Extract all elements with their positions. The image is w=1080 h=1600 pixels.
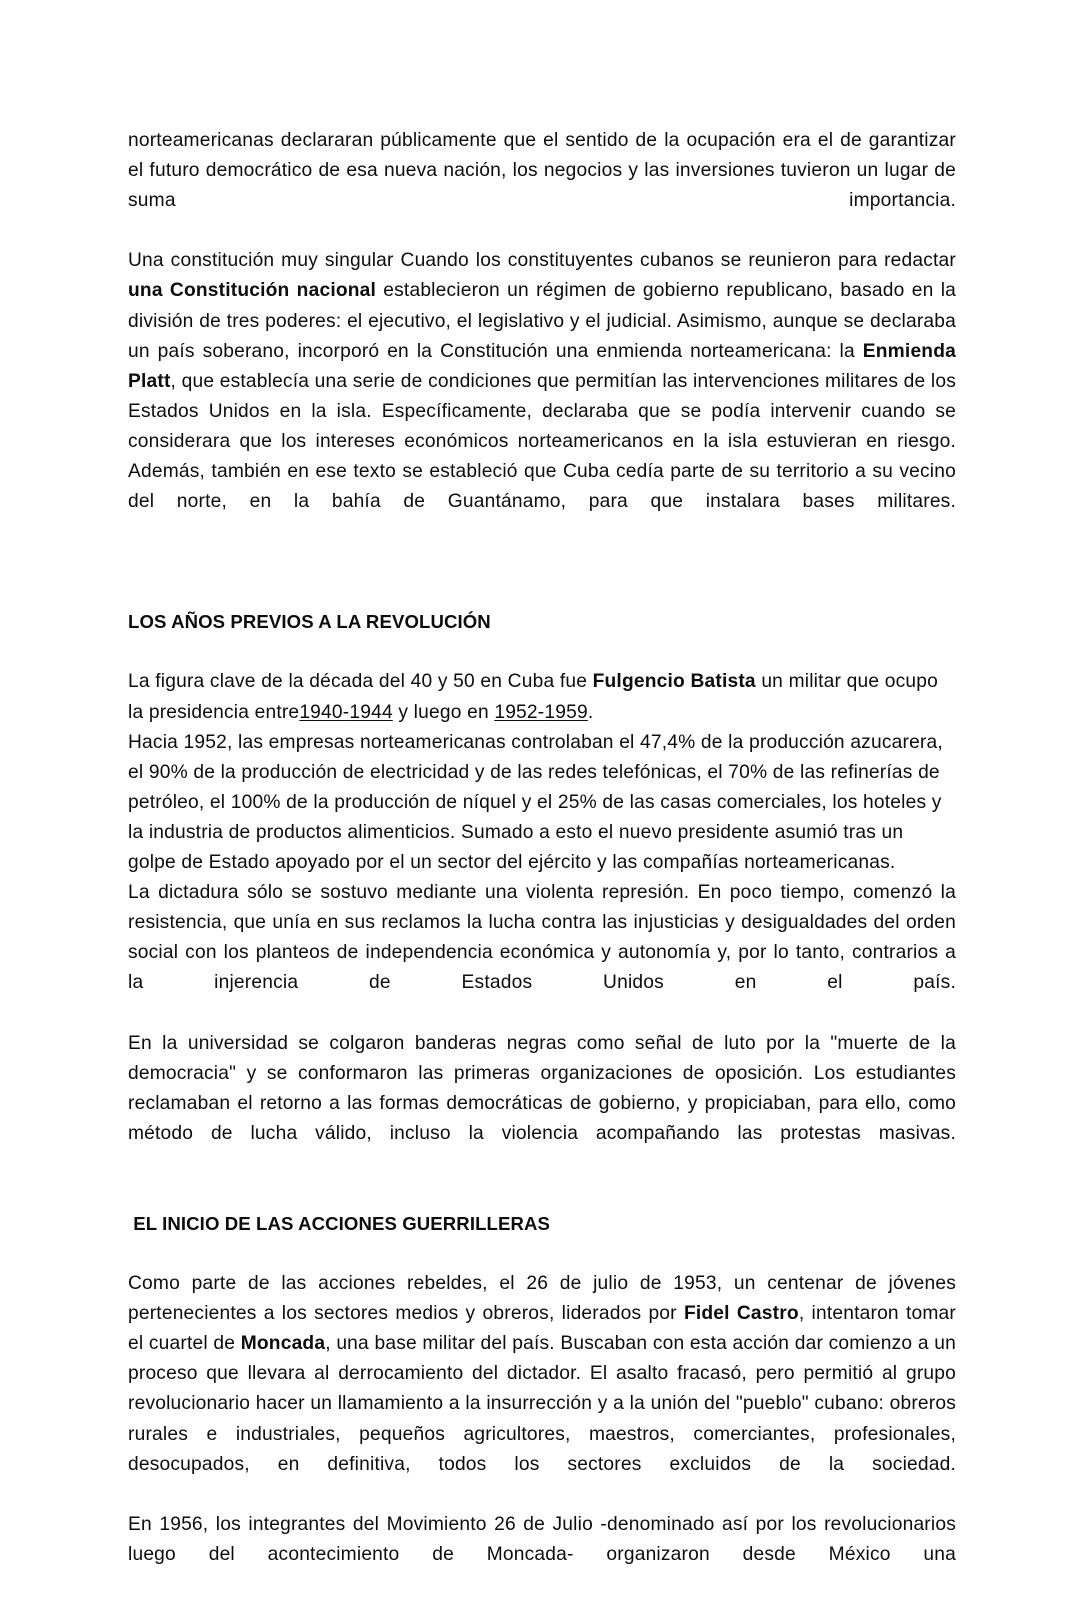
section-spacer-2 <box>128 1179 956 1209</box>
underlined-year-1940: 1940- <box>299 701 350 723</box>
document-text-column <box>128 126 956 1600</box>
section-spacer-1 <box>128 547 956 607</box>
bold-una-constitucion-nacional: una Constitución nacional <box>128 280 377 302</box>
paragraph-occupacion: norteamericanas declararan públicamente que el sentido de la ocupación era el de garantizar el futuro democrático de esa nueva nación, los negocios y las inversiones tuvieron un lugar de suma importancia. <box>128 130 956 212</box>
paragraph-movimiento-26-de-julio: En 1956, los integrantes del Movimiento 26 de Julio -denominado así por los revolucionarios luego del acontecimiento de Moncada- organizaron desde México una <box>128 1513 956 1565</box>
paragraph-dictadura: La dictadura sólo se sostuvo mediante una violenta represión. En poco tiempo, comenzó la resistencia, que unía en sus reclamos la lucha contra las injusticias y desigualdades del orden social con los planteos de independencia económica y autonomía y, por lo tanto, contrarios a la injerencia de Estados Unidos en el país. <box>128 882 956 994</box>
heading-spacer-2 <box>128 1239 956 1269</box>
paragraph-empresas-norteamericanas: Hacia 1952, las empresas norteamericanas controlaban el 47,4% de la producción azucarera, el 90% de la producción de electricidad y de las redes telefónicas, el 70% de las refinerías de petróleo, el 100% de la producción de níquel y el 25% de las casas comerciales, los hoteles y la industria de productos alimenticios. Sumado a esto el nuevo presidente asumió tras un golpe de Estado apoyado por el un sector del ejército y las compañías norteamericanas. <box>128 731 943 873</box>
paragraph-constitucion <box>128 246 956 547</box>
paragraph-moncada-mid: , intentaron tomar el cuartel de <box>128 1303 956 1355</box>
section-heading-los-anos-previos: LOS AÑOS PREVIOS A LA REVOLUCIÓN <box>128 611 491 633</box>
bold-moncada: Moncada <box>240 1333 326 1355</box>
paragraph-batista-between: y luego en <box>392 701 495 723</box>
paragraph-batista-mid: un militar que ocupo la presidencia entre <box>128 671 938 723</box>
paragraph-moncada <box>128 1269 956 1510</box>
paragraph-universidad: En la universidad se colgaron banderas negras como señal de luto por la "muerte de la democracia" y se conformaron las primeras organizaciones de oposición. Los estudiantes reclamaban el retorno a las formas democráticas de gobierno, y propiciaban, para ello, como método de lucha válido, incluso la violencia acompañando las protestas masivas. <box>128 1032 956 1144</box>
paragraph-constitucion-pre: Una constitución muy singular Cuando los constituyentes cubanos se reunieron para redactar <box>128 250 956 272</box>
underlined-year-1944: 1944 <box>349 701 393 723</box>
heading-spacer-1 <box>128 637 956 667</box>
paragraph-constitucion-mid: establecieron un régimen de gobierno republicano, basado en la división de tres poderes: el ejecutivo, el legislativo y el judicial. Asimismo, aunque se declaraba un país soberano, incorporó en la Constitución una enmienda norteamericana: la <box>128 280 957 362</box>
paragraph-constitucion-post: , que establecía una serie de condiciones que permitían las intervenciones militares de los Estados Unidos en la isla. Específicamente, declaraba que se podía intervenir cuando se considerara que los intereses económicos norteamericanos en la isla estuvieran en riesgo. Además, también en ese texto se estableció que Cuba cedía parte de su territorio a su vecino del norte, en la bahía de Guantánamo, para que instalara bases militares. <box>128 370 956 513</box>
section-heading-inicio-acciones-guerrilleras: EL INICIO DE LAS ACCIONES GUERRILLERAS <box>128 1213 551 1234</box>
underlined-year-1959: 1959 <box>544 701 588 723</box>
paragraph-batista-pre: La figura clave de la década del 40 y 50 en Cuba fue <box>128 671 593 693</box>
underlined-year-1952: 1952- <box>494 701 545 723</box>
bold-fulgencio-batista: Fulgencio Batista <box>592 671 756 693</box>
paragraph-moncada-pre: Como parte de las acciones rebeldes, el 26 de julio de 1953, un centenar de jóvenes pertenecientes a los sectores medios y obreros, liderados por <box>128 1273 956 1325</box>
bold-enmienda-platt: Enmienda Platt <box>128 340 956 392</box>
paragraph-batista-end: . <box>587 701 594 723</box>
paragraph-fulgencio-batista <box>128 667 956 727</box>
paragraph-moncada-post: , una base militar del país. Buscaban con esta acción dar comienzo a un proceso que llevara al derrocamiento del dictador. El asalto fracasó, pero permitió al grupo revolucionario hacer un llamamiento a la insurrección y a la unión del "pueblo" cubano: obreros rurales e industriales, pequeños agricultores, maestros, comerciantes, profesionales, desocupados, en definitiva, todos los sectores excluidos de la sociedad. <box>128 1333 956 1475</box>
bold-fidel-castro: Fidel Castro <box>683 1303 799 1325</box>
